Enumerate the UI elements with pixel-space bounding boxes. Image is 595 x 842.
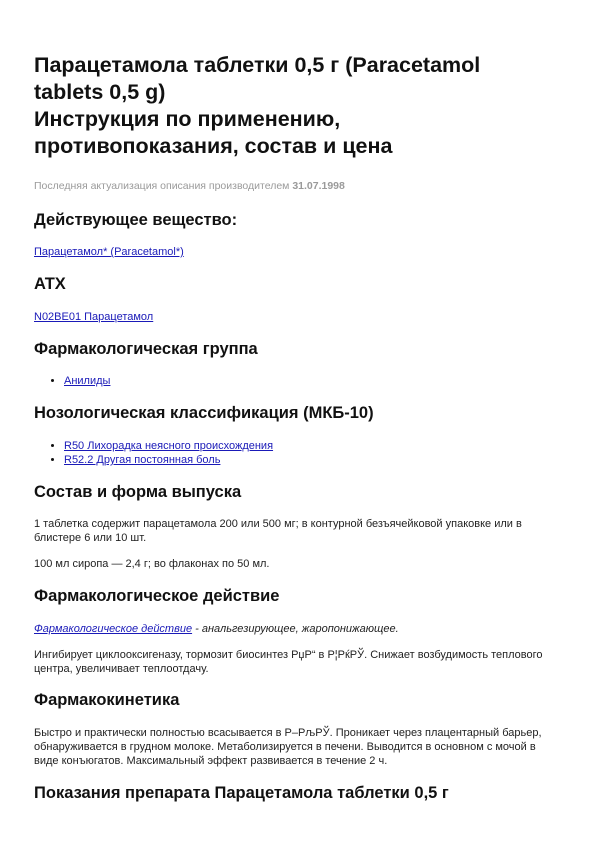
atc-link[interactable]: N02BE01 Парацетамол: [34, 311, 154, 323]
last-updated-date: 31.07.1998: [292, 180, 345, 192]
kinetics-paragraph: Быстро и практически полностью всасывается в Р–РљРЎ. Проникает через плацентарный барьер, обнаруживается в грудном молоке. Метаболизируется в печени. Выводится в основном с мочой в виде конъюгатов. Максимальный эффект развивается в течение 2 ч.: [34, 727, 542, 767]
last-updated: [34, 180, 345, 192]
list-item: [64, 453, 273, 467]
list-item: [64, 374, 110, 388]
pharm-action-link[interactable]: Фармакологическое действие: [34, 623, 193, 635]
heading-pharm-group: Фармакологическая группа: [34, 340, 258, 358]
pharm-group-list: [34, 374, 110, 388]
heading-composition: Состав и форма выпуска: [34, 483, 242, 501]
heading-atc: ATX: [34, 275, 66, 293]
icd-link-2[interactable]: R52.2 Другая постоянная боль: [64, 454, 221, 466]
last-updated-label: Последняя актуализация описания производителем: [34, 180, 290, 192]
title-line-4: противопоказания, состав и цена: [34, 134, 393, 158]
icd-link-1[interactable]: R50 Лихорадка неясного происхождения: [64, 440, 274, 452]
heading-icd: Нозологическая классификация (МКБ-10): [34, 404, 374, 422]
title-line-3: Инструкция по применению,: [34, 107, 341, 131]
heading-pharm-action: Фармакологическое действие: [34, 587, 280, 605]
active-substance-row: [34, 245, 184, 259]
pharm-action-suffix: - анальгезирующее, жаропонижающее.: [192, 623, 399, 635]
composition-paragraph-1: 1 таблетка содержит парацетамола 200 или 500 мг; в контурной безъячейковой упаковке или в блистере 6 или 10 шт.: [34, 518, 522, 544]
active-substance-link[interactable]: Парацетамол* (Paracetamol*): [34, 246, 184, 258]
heading-active-substance: Действующее вещество:: [34, 211, 238, 229]
icd-list: [34, 439, 273, 467]
pharm-group-link-1[interactable]: Анилиды: [64, 375, 111, 387]
title-line-2: tablets 0,5 g): [34, 80, 166, 104]
pharm-action-paragraph: Ингибирует циклооксигеназу, тормозит биосинтез РџР“ в Р¦РќРЎ. Снижает возбудимость теплового центра, увеличивает теплоотдачу.: [34, 649, 543, 675]
title-line-1: Парацетамола таблетки 0,5 г (Paracetamol: [34, 53, 481, 77]
page-title: [34, 52, 562, 160]
list-item: [64, 439, 273, 453]
heading-indications: Показания препарата Парацетамола таблетки 0,5 г: [34, 784, 449, 802]
heading-kinetics: Фармакокинетика: [34, 691, 180, 709]
atc-row: [34, 310, 153, 324]
composition-paragraph-2: 100 мл сиропа — 2,4 г; во флаконах по 50 мл.: [34, 558, 270, 570]
pharm-action-line: [34, 622, 562, 636]
